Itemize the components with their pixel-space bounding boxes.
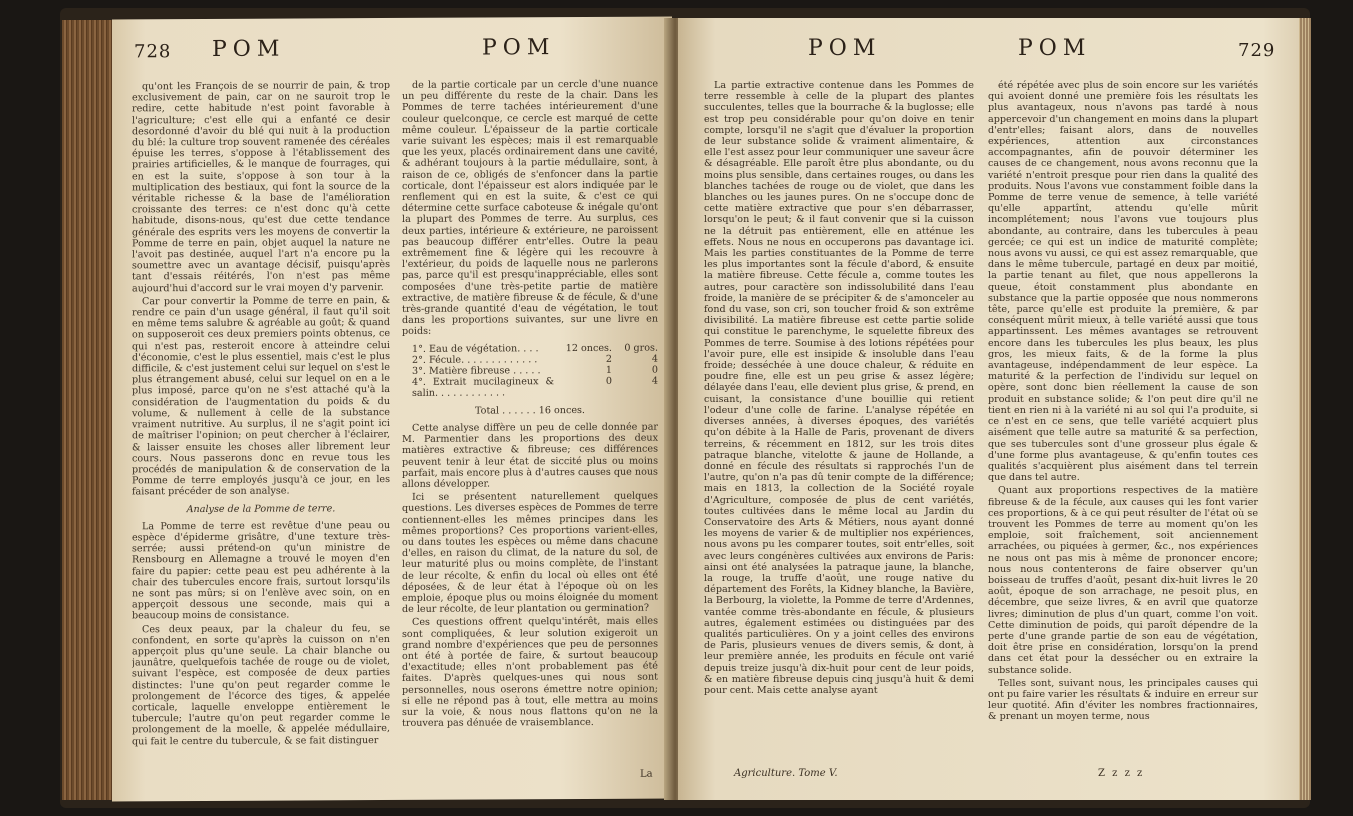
page-header xyxy=(678,36,1300,66)
paragraph: Telles sont, suivant nous, les principales causes qui ont pu faire varier les résultats & induire en erreur sur leur quotité. Afin d'éviter les nombres fractionnaires, & prenant un moyen terme, nous xyxy=(988,677,1258,723)
paragraph: La partie extractive contenue dans les Pommes de terre ressemble à celle de la plupart des plantes succulentes, telles que la bourrache & la buglosse; elle est trop peu considérable pour qu'on doive en tenir compte, lorsqu'il ne s'agit que d'évaluer la proportion de leur substance solide & vraiment alimentaire, & elle l'est assez pour leur communiquer une saveur âcre & désagréable. Elle paroît être plus abondante, ou du moins plus sensible, dans certaines rouges, ou dans les blanches tachées de rouge ou de violet, que dans les blanches ou les jaunes pures. On ne s'occupe donc de cette matière extractive que pour s'en débarrasser, lorsqu'on le peut; & il faut convenir que si la cuisson ne la détruit pas entièrement, elle en atténue les effets. Nous ne nous en occuperons pas davantage ici. Mais les parties constituantes de la Pomme de terre les plus importantes sont la fécule d'abord, & ensuite la matière fibreuse. Cette fécule a, comme toutes les autres, pour caractère son indissolubilité dans l'eau froide, la manière de se précipiter & de s'amonceler au fond du vase, son cri, son toucher froid & son extrême divisibilité. La matière fibreuse est cette partie solide qui constitue le parenchyme, le squelette fibreux des Pommes de terre. Soumise à des lotions répétées pour l'avoir pure, elle est insipide & insoluble dans l'eau froide; desséchée à une douce chaleur, & réduite en poudre fine, elle est un peu grise & assez légère; délayée dans l'eau, elle devient plus grise, & prend, en cuisant, la consistance d'une bouillie qui retient l'odeur d'une colle de farine. L'analyse répétée en diverses années, à diverses époques, des variétés qu'on débite à la Halle de Paris, provenant de divers terreins, & récemment en 1812, sur les trois dites patraque blanche, vitelotte & jaune de Hollande, a donné en fécule des résultats si rapprochés l'un de l'autre, qu'on n'a pas dû tenir compte de la différence; mais en 1813, la collection de la Société royale d'Agriculture, composée de plus de cent variétés, toutes cultivées dans le même local au Jardin du Conservatoire des Arts & Métiers, nous ayant donné les moyens de varier & de multiplier nos expériences, nous avons pu les comparer toutes, soit entr'elles, soit avec leurs congénères cultivées aux environs de Paris: ainsi ont été analysées la patraque jaune, la blanche, la rouge, la truffe d'août, une rouge native du département des Forêts, la Kidney blanche, la Bavière, la Berbourg, la violette, la Pomme de terre d'Ardennes, vantée comme très-abondante en fécule, & plusieurs autres, également estimées ou distinguées par des qualités particulières. On y a joint celles des environs de Paris, plusieurs venues de divers semis, & dont, à leur première année, les produits en fécule ont varié depuis treize jusqu'à dix-huit pour cent de leur poids, & en matière fibreuse depuis cinq jusqu'à huit & demi pour cent. Mais cette analyse ayant xyxy=(704,80,974,696)
analysis-table xyxy=(412,342,658,399)
table-row: 3°. Matière fibreuse . . . . . 1 0 xyxy=(412,364,658,377)
paragraph: de la partie corticale par un cercle d'une nuance un peu différente du reste de la chair. Dans les Pommes de terre tachées intérieurement d'une couleur quelconque, ce cercle est marqué de cette même couleur. L'épaisseur de la partie corticale varie suivant les espèces; mais il est remarquable que les yeux, placés ordinairement dans une cavité, & adhérant toujours à la partie médullaire, sont, à raison de ce, obligés de s'enfoncer dans la partie corticale, dont l'épaisseur est alors indiquée par le renflement qui en est la suite, & c'est ce qui détermine cette surface caboteuse & inégale qu'ont la plupart des Pommes de terre. Au surplus, ces deux parties, intérieure & extérieure, ne paroissent pas beaucoup différer entr'elles. Outre la peau extrêmement fine & légère qui les recouvre à l'extérieur, du poids de laquelle nous ne parlerons pas, parce qu'il est presqu'inappréciable, elles sont composées d'une très-petite partie de matière extractive, de matière fibreuse & de fécule, & d'une très-grande quantité d'eau de végétation, le tout dans les proportions suivantes, sur une livre en poids: xyxy=(402,78,658,338)
section-heading: Analyse de la Pomme de terre. xyxy=(186,502,336,515)
paragraph: Ces questions offrent quelqu'intérêt, mais elles sont compliquées, & leur solution exigeroit un grand nombre d'expériences que peu de personnes ont été à portée de faire, & surtout beaucoup d'exactitude; elles n'ont probablement pas été faites. D'après quelques-unes qui nous sont personnelles, nous oserons émettre notre opinion; si elle ne répond pas à tout, elle mettra au moins sur la voie, & nous nous flattons qu'on ne la trouvera pas dénuée de vraisemblance. xyxy=(402,615,658,730)
paragraph: La Pomme de terre est revêtue d'une peau ou espèce d'épiderme grisâtre, d'une texture très-serrée; aussi prétend-on qu'un ministre de Rensbourg en Allemagne a trouvé le moyen d'en faire du papier: cette peau est peu adhérente à la chair des tubercules encore frais, surtout lorsqu'ils ne sont pas mûrs; si on l'enlève avec soin, on en apperçoit dessous une seconde, mais qui a beaucoup moins de consistance. xyxy=(132,519,390,622)
left-column-1 xyxy=(132,80,390,786)
table-row: 1°. Eau de végétation. . . . 12 onces. 0 gros. xyxy=(412,342,658,355)
table-row: 2°. Fécule. . . . . . . . . . . . . 2 4 xyxy=(412,353,658,366)
table-row: 4°. Extrait mucilagineux & salin. . . . . . . . . . . . 0 4 xyxy=(412,375,658,400)
paragraph: Car pour convertir la Pomme de terre en pain, & rendre ce pain d'un usage général, il faut qu'il soit en même tems salubre & agréable au goût; & quand on supposeroit ces deux premiers points obtenus, ce qui n'est pas, resteroit encore à atteindre celui d'économie, c'est le plus essentiel, mais c'est le plus difficile, & c'est justement celui sur lequel on s'est le plus étrangement abusé, celui sur lequel on en a le plus imposé, parce qu'on ne s'est attaché qu'à la considération de l'augmentation du poids & du volume, & nullement à celle de la substance vraiment nutritive. Au surplus, il ne s'agit point ici de maîtriser l'opinion; on peut chercher à l'éclairer, & laisser ensuite les choses aller librement leur cours. Nous passerons donc en revue tous les procédés de manipulation & de conservation de la Pomme de terre employés jusqu'à ce jour, en les faisant précéder de son analyse. xyxy=(132,294,390,498)
catchword: La xyxy=(640,768,653,780)
page-number: 729 xyxy=(1238,40,1276,61)
paragraph: Cette analyse diffère un peu de celle donnée par M. Parmentier dans les proportions des deux matières extractive & fibreuse; ces différences peuvent tenir à leur état de siccité plus ou moins parfait, mais encore plus à d'autres causes que nous allons développer. xyxy=(402,421,658,490)
right-page-edges xyxy=(1299,18,1311,800)
page-header xyxy=(112,35,672,68)
running-head-right: POM xyxy=(482,35,556,61)
running-head-right: POM xyxy=(1018,36,1092,61)
left-page xyxy=(112,17,672,802)
paragraph: été répétée avec plus de soin encore sur les variétés qui avoient donné une première fois les résultats les plus avantageux, nous n'avons pas tardé à nous appercevoir d'un changement en moins dans la plupart d'entr'elles; faisant alors, dans de nouvelles expériences, attention aux circonstances accompagnantes, afin de pouvoir déterminer les causes de ce changement, nous avons reconnu que la variété n'entroit presque pour rien dans la qualité des produits. Nous l'avons vue constamment foible dans la Pomme de terre venue de semence, à telle variété qu'elle appartînt, attendu qu'elle mûrit incomplétement; nous l'avons vue toujours plus abondante, au contraire, dans les tubercules à peau gercée; ce qui est un indice de maturité complète; nous avons vu aussi, ce qui est assez remarquable, que dans le même tubercule, partagé en deux par moitié, la partie tenant au filet, que nous appellerons la queue, étoit constamment plus abondante en substance que la partie opposée que nous nommerons tête, parce qu'elle est produite la première, & par conséquent mûrit mieux, à telle variété aussi que tous appartinssent. Les mêmes avantages se retrouvent encore dans les tubercules les plus beaux, les plus gros, les mieux faits, & de la forme la plus avantageuse, indépendamment de leur espèce. La maturité & la perfection de l'individu sur lequel on opère, sont donc bien réellement la cause de son produit en substance solide; & l'on peut dire qu'il ne tient en rien ni à la variété ni au sol qui l'a produite, si ce n'est en ce sens, que telle variété acquiert plus aisément que telle autre sa maturité & sa perfection, que ses tubercules sont d'une grosseur plus égale & d'une forme plus avantageuse, & qu'enfin toutes ces qualités s'acquièrent plus aisément dans tel terrein que dans tel autre. xyxy=(988,80,1258,484)
footer-title: Agriculture. Tome V. xyxy=(734,768,838,779)
table-total: Total . . . . . . 16 onces. xyxy=(475,404,585,417)
left-column-2 xyxy=(402,79,658,785)
signature-mark: Z z z z xyxy=(1098,768,1145,779)
paragraph: Quant aux proportions respectives de la matière fibreuse & de la fécule, aux causes qui les font varier ces proportions, & à ce qui peut résulter de l'état où se trouvent les Pommes de terre au moment qu'on les emploie, soit fraîchement, soit anciennement arrachées, ou piquées à germer, &c., nos expériences ne nous ont pas mis à même de prononcer encore; nous nous contenterons de faire observer qu'un boisseau de truffes d'août, pesant dix-huit livres le 20 août, époque de son arrachage, ne pesoit plus, en décembre, que seize livres, & en avril que quatorze livres; diminution de plus d'un quart, comme l'on voit. Cette diminution de poids, qui paroît dépendre de la perte d'une grande partie de son eau de végétation, doit être prise en considération, lorsqu'on la prend dans cet état pour la dessécher ou en extraire la substance solide. xyxy=(988,485,1258,676)
running-head-left: POM xyxy=(808,36,882,61)
right-page xyxy=(678,18,1300,800)
paragraph: Ces deux peaux, par la chaleur du feu, se confondent, en sorte qu'après la cuisson on n'en apperçoit plus qu'une seule. La chair blanche ou jaunâtre, quelquefois tachée de rouge ou de violet, suivant l'espèce, est composée de deux parties distinctes: l'une qu'on peut regarder comme le prolongement de l'écorce des tiges, & appelée corticale, laquelle enveloppe entièrement le tubercule; l'autre qu'on peut regarder comme le prolongement de la moelle, & appelée médullaire, qui fait le centre du tubercule, & se fait distinguer xyxy=(132,622,390,747)
right-column-2 xyxy=(988,80,1258,760)
paragraph: Ici se présentent naturellement quelques questions. Les diverses espèces de Pommes de terre contiennent-elles les mêmes principes dans les mêmes proportions? Ces proportions varient-elles, ou dans toutes les espèces ou même dans chacune d'elles, en raison du climat, de la nature du sol, de leur maturité plus ou moins complète, de l'instant de leur récolte, & enfin du local où elles ont été déposées, & de leur état à l'époque où on les emploie, époque plus ou moins éloignée du moment de leur récolte, de leur plantation ou germination? xyxy=(402,490,658,616)
paragraph: qu'ont les François de se nourrir de pain, & trop exclusivement de pain, car on ne sauroit trop le redire, cette habitude n'est point favorable à l'agriculture; c'est elle qui a enfanté ce desir desordonné d'avoir du blé qui nuit à la production du blé: la culture trop souvent ramenée des céréales épuise les terres, s'oppose à l'établissement des prairies artificielles, & le manque de fourrages, qui en est la suite, s'oppose à son tour à la multiplication des bestiaux, qui font la source de la véritable richesse & la base de l'amélioration croissante des terres: ce n'est donc qu'à cette habitude, disons-nous, qu'est due cette tendance générale des esprits vers les moyens de convertir la Pomme de terre en pain, objet auquel la nature ne l'avoit pas destinée, auquel l'art n'a encore pu la soumettre avec un avantage décisif, puisqu'après tant d'essais réitérés, l'on n'est pas même aujourd'hui d'accord sur le vrai moyen d'y parvenir. xyxy=(132,80,390,295)
book-page-edges xyxy=(62,20,112,800)
running-head-left: POM xyxy=(212,36,286,62)
page-number: 728 xyxy=(134,41,172,63)
right-column-1 xyxy=(704,80,974,760)
